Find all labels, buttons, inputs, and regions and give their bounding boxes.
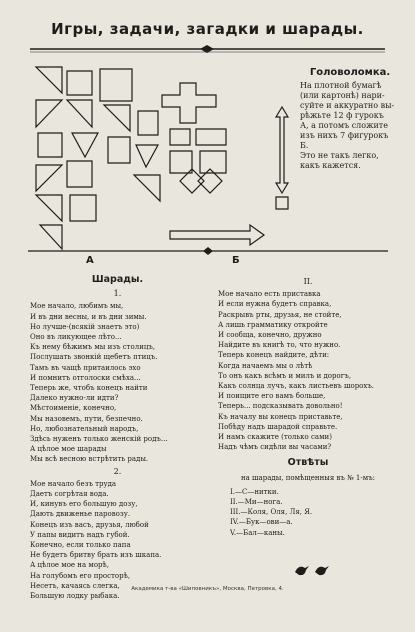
verse-line: Мы назовемъ, пути, безпечно.: [30, 414, 143, 423]
answers-list: [218, 487, 398, 538]
charade-number: 1.: [113, 289, 122, 299]
answer-item: II.—Ми—нога.: [230, 498, 283, 507]
verse-line: Побѣду надъ шарадой справьте.: [218, 422, 338, 431]
answer-item: V.—Бал—каны.: [230, 528, 285, 537]
verse-line: Несетъ, качаясь слегка,: [30, 581, 120, 590]
figure-label-a: А: [86, 255, 94, 266]
verse-line: Но, любознательный народъ,: [30, 424, 139, 433]
verse-line: И, кинувъ его большую дозу,: [30, 500, 138, 509]
puzzle-text-line: рѣжьте 12 ф гурокъ: [300, 111, 384, 120]
verse-line: То онъ какъ всѣмъ и милъ и дорогъ,: [218, 371, 352, 380]
charade-2-text: [30, 479, 205, 601]
puzzle-text-line: Б.: [300, 141, 309, 150]
verse-line: Раскрывъ рты, друзья, не стойте,: [218, 310, 342, 319]
verse-line: Теперь конецъ найдите, дѣти:: [218, 351, 330, 360]
verse-line: Даетъ согрѣтая вода.: [30, 490, 109, 499]
verse-line: Дають движенье паровозу.: [30, 510, 131, 519]
verse-line: И помнитъ отголоски смѣха...: [30, 373, 141, 382]
verse-line: Мѣстоименіе, конечно,: [30, 404, 117, 413]
verse-line: Мое начало, любимъ мы,: [30, 302, 124, 311]
verse-line: Конецъ изъ васъ, друзья, любой: [30, 520, 149, 529]
verse-line: Далеко нужно-ли идти?: [30, 394, 119, 403]
charade-number: II.: [303, 277, 313, 286]
answer-item: I.—С—нитки.: [230, 487, 279, 496]
answers-intro: на шарады, помѣщенныя въ № 1-мъ:: [240, 473, 375, 482]
charade-number: 2.: [113, 466, 122, 476]
puzzle-text-line: На плотной бумагѣ: [300, 81, 382, 90]
answers-title: Отвѣты: [287, 457, 329, 469]
charade-3-text: [218, 289, 398, 452]
verse-line: А лишь грамматику откройте: [218, 320, 328, 329]
puzzle-text-line: (или картонѣ) нари-: [300, 91, 385, 100]
verse-line: Оно въ ликующее лѣто...: [30, 333, 122, 342]
charades-title: Шарады.: [91, 274, 144, 285]
verse-line: Конечно, если только папа: [30, 541, 131, 550]
header-ornament-rule: [30, 44, 385, 54]
verse-line: И сообща, конечно, дружно: [218, 331, 322, 340]
charades-column-left: [30, 275, 205, 601]
verse-line: Найдите въ книгѣ то, что нужно.: [218, 341, 341, 350]
verse-line: Большую лодку рыбака.: [30, 592, 120, 601]
verse-line: Когда начаемъ мы о лѣтѣ: [218, 361, 313, 370]
verse-line: А цѣлое мое на морѣ,: [30, 561, 109, 570]
puzzle-text-line: А, а потомъ сложите: [300, 121, 388, 130]
puzzle-text-line: какъ кажется.: [300, 161, 361, 170]
page-footer: Академика т-ва «Шиповникъ», Москва, Петровка, 4.: [131, 586, 284, 592]
verse-line: Мое начало есть приставка: [218, 290, 321, 299]
verse-line: Теперь... подсказывать довольно!: [218, 402, 343, 411]
verse-line: Къ началу вы конецъ приставьте,: [218, 412, 343, 421]
verse-line: И если нужна будетъ справка,: [218, 300, 332, 309]
answer-item: III.—Коля, Оля, Ля, Я.: [230, 508, 313, 517]
verse-line: Къ нему бѣжимъ мы изъ столицъ,: [30, 343, 156, 352]
verse-line: Какъ солнца лучъ, какъ листьевъ шорохъ.: [218, 382, 375, 391]
verse-line: А цѣлое мое шарады: [30, 445, 107, 454]
verse-line: Мое начало безъ труда: [30, 479, 117, 488]
verse-line: Надъ чѣмъ сидѣли вы часами?: [218, 443, 332, 452]
verse-line: Послушать звонкій щебетъ птицъ.: [30, 353, 158, 362]
puzzle-text: [300, 81, 400, 171]
charade-1-text: [30, 301, 205, 464]
verse-line: Здѣсь нуженъ только женскій родъ...: [30, 435, 168, 444]
figure-label-b: Б: [232, 255, 240, 266]
puzzle-title: Головоломка.: [309, 67, 391, 78]
verse-line: У папы видитъ надъ губой.: [30, 530, 130, 539]
verse-line: И намъ скажите (только сами): [218, 433, 332, 442]
charades-column-right: [218, 275, 398, 538]
puzzle-figure: [20, 55, 310, 270]
verse-line: Но лучше-(всякій знаетъ это): [30, 322, 140, 331]
verse-line: Теперь же, чтобъ конецъ найти: [30, 384, 148, 393]
page-title: Игры, задачи, загадки и шарады.: [51, 20, 364, 38]
birds-ornament-icon: [293, 560, 333, 578]
puzzle-text-line: суйте и аккуратно вы-: [300, 101, 395, 110]
answer-item: IV.—Бук—ови—а.: [230, 518, 293, 527]
puzzle-block: [300, 68, 400, 171]
verse-line: И въ дни весны, и въ дни зимы.: [30, 312, 147, 321]
verse-line: Не будетъ бритву брать изъ шкапа.: [30, 551, 162, 560]
section-divider: [28, 247, 388, 255]
puzzle-text-line: Это не такъ легко,: [300, 151, 379, 160]
verse-line: На голубомъ его просторѣ,: [30, 571, 131, 580]
verse-line: Тамъ въ чащѣ притаилось эхо: [30, 363, 141, 372]
verse-line: Мы всѣ весною встрѣтить рады.: [30, 455, 149, 464]
verse-line: И поищите его вамъ больше,: [218, 392, 326, 401]
puzzle-text-line: изъ нихъ 7 фигурокъ: [300, 131, 389, 140]
